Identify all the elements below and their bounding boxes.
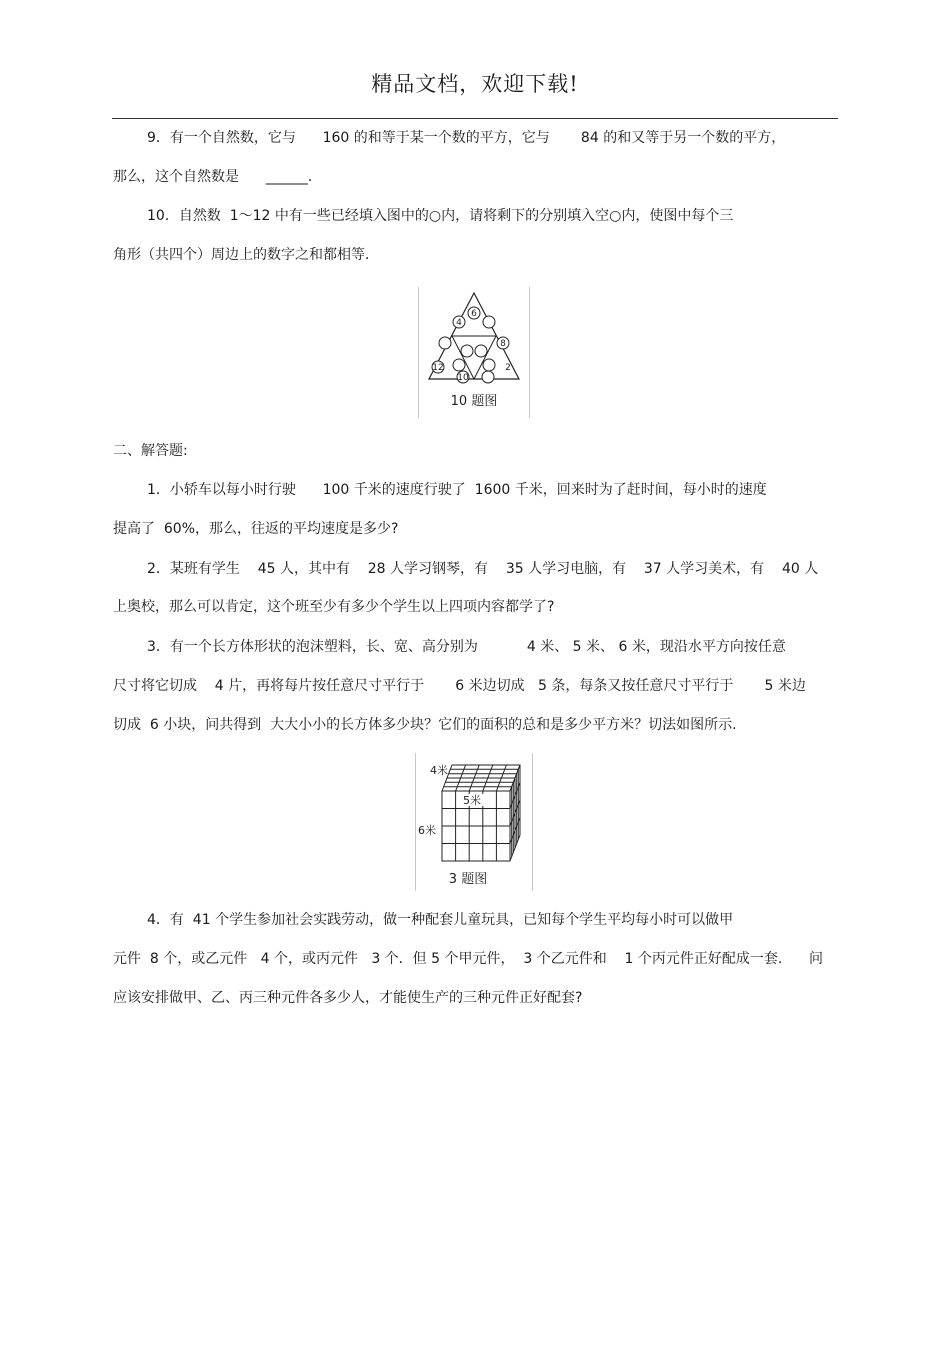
circle-number: 12 xyxy=(432,363,444,373)
p4-line2: 元件 8 个，或乙元件 4 个，或丙元件 3 个．但 5 个甲元件， 3 个乙元件和 1 个丙元件正好配成一套. 问 xyxy=(113,951,824,967)
p4-line3: 应该安排做甲、乙、丙三种元件各多少人，才能使生产的三种元件正好配套? xyxy=(113,990,583,1006)
header-divider xyxy=(112,118,838,119)
label-5m: 5米 xyxy=(463,794,481,807)
circle-node xyxy=(483,316,495,328)
cuboid-grid-diagram xyxy=(416,753,532,891)
section-title: 二、解答题: xyxy=(113,443,188,459)
p3-figure xyxy=(415,753,533,891)
circle-node xyxy=(453,359,465,371)
label-6m: 6米 xyxy=(418,824,436,837)
circle-node xyxy=(461,345,473,357)
p3-line1: 3．有一个长方体形状的泡沫塑料，长、宽、高分别为 4 米、 5 米、 6 米，现沿水平方向按任意 xyxy=(147,639,786,655)
q10-figure xyxy=(418,287,530,418)
circle-node xyxy=(439,337,451,349)
p2-line2: 上奥校，那么可以肯定，这个班至少有多少个学生以上四项内容都学了? xyxy=(113,599,555,615)
circle-node xyxy=(483,359,495,371)
q10-figure-caption: 10 题图 xyxy=(450,394,498,409)
p1-line1: 1．小轿车以每小时行驶 100 千米的速度行驶了 1600 千米，回来时为了赶时间，每小时的速度 xyxy=(147,482,767,498)
q10-line1: 10．自然数 1～12 中有一些已经填入图中的○内，请将剩下的分别填入空○内，使图中每个三 xyxy=(147,208,734,224)
p2-line1: 2．某班有学生 45 人，其中有 28 人学习钢琴，有 35 人学习电脑，有 37 人学习美术，有 40 人 xyxy=(147,561,819,577)
circle-number: 6 xyxy=(471,309,477,319)
circle-node xyxy=(482,371,494,383)
label-4m: 4米 xyxy=(430,764,448,777)
q10-line2: 角形（共四个）周边上的数字之和都相等. xyxy=(113,247,370,263)
circle-number: 8 xyxy=(500,339,506,349)
p1-line2: 提高了 60%，那么，往返的平均速度是多少? xyxy=(113,521,399,537)
circle-number: 10 xyxy=(457,373,469,383)
p3-line2: 尺寸将它切成 4 片，再将每片按任意尺寸平行于 6 米边切成 5 条，每条又按任意尺寸平行于 5 米边 xyxy=(113,678,806,694)
p3-line3: 切成 6 小块，问共得到 大大小小的长方体多少块？它们的面积的总和是多少平方米？切法如图所示. xyxy=(113,717,737,733)
circle-number: 2 xyxy=(505,363,511,373)
circle-number: 4 xyxy=(456,318,462,328)
circle-node xyxy=(475,345,487,357)
p4-line1: 4．有 41 个学生参加社会实践劳动，做一种配套儿童玩具，已知每个学生平均每小时可以做甲 xyxy=(147,912,734,928)
q9-line1: 9．有一个自然数，它与 160 的和等于某一个数的平方，它与 84 的和又等于另一个数的平方， xyxy=(147,130,786,146)
q9-line2: 那么，这个自然数是 ______. xyxy=(113,169,313,185)
page-header: 精品文档，欢迎下载! xyxy=(371,72,579,96)
triangle-circles-diagram xyxy=(419,287,529,418)
p3-figure-caption: 3 题图 xyxy=(448,872,488,887)
